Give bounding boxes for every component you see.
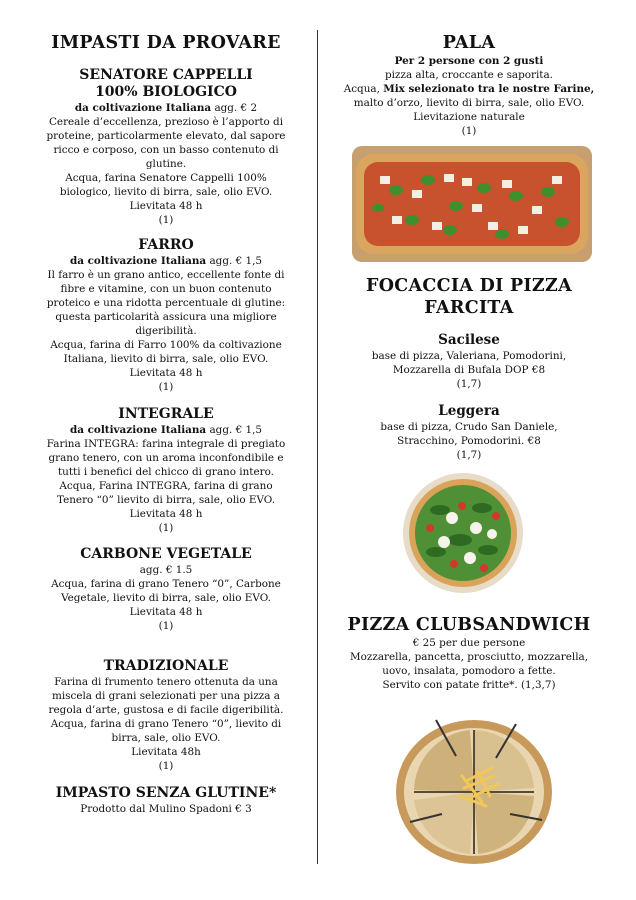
tradizionale-ingredients-2: birra, sale, olio EVO. [111, 732, 221, 744]
pala-pizza-illustration [352, 146, 592, 262]
farro-ingredients-1: Acqua, farina di Farro 100% da coltivazione [50, 339, 282, 351]
tradizionale-allergens: (1) [158, 760, 174, 772]
tradizionale-desc-2: miscela di grani selezionati per una pizza a [52, 690, 280, 702]
pala-ing-rest: malto d’orzo, lievito di birra, sale, olio EVO. [353, 97, 585, 109]
tradizionale-title: TRADIZIONALE [103, 658, 229, 674]
senatore-desc-3: ricco e corposo, con un basso contenuto di [53, 144, 279, 156]
leggera-desc-2: Stracchino, Pomodorini. €8 [397, 435, 541, 447]
sacilese-section [330, 332, 608, 391]
integrale-origin: da coltivazione Italiana [69, 424, 207, 436]
sacilese-title: Sacilese [438, 332, 500, 348]
integrale-allergens: (1) [158, 522, 174, 534]
leggera-title: Leggera [438, 403, 500, 419]
sacilese-allergens: (1,7) [456, 378, 482, 390]
pala-section [330, 32, 608, 138]
integrale-desc-2: grano tenero, con un aroma inconfondibile e [48, 452, 284, 464]
integrale-desc-1: Farina INTEGRA: farina integrale di pregiato [46, 438, 286, 450]
integrale-desc-3: tutti i benefici del chicco di grano intero. [58, 466, 274, 478]
pala-title: PALA [442, 33, 496, 53]
carbone-section [28, 546, 304, 633]
farro-desc-5: digeribilità. [135, 325, 197, 337]
senatore-leavening: Lievitata 48 h [129, 200, 203, 212]
integrale-price: agg. € 1,5 [209, 424, 263, 436]
farro-allergens: (1) [158, 381, 174, 393]
clubsandwich-price: € 25 per due persone [412, 637, 526, 649]
sacilese-desc-1: base di pizza, Valeriana, Pomodorini, [371, 350, 567, 362]
farro-desc-2: fibre e vitamine, con un buon contenuto [60, 283, 272, 295]
senatore-allergens: (1) [158, 214, 174, 226]
clubsandwich-photo [394, 710, 554, 866]
leggera-desc-1: base di pizza, Crudo San Daniele, [380, 421, 558, 433]
farro-origin: da coltivazione Italiana [69, 255, 207, 267]
carbone-ingredients-2: Vegetale, lievito di birra, sale, olio EVO. [61, 592, 271, 604]
pala-desc: pizza alta, croccante e saporita. [385, 69, 553, 81]
farro-leavening: Lievitata 48 h [129, 367, 203, 379]
farro-ingredients-2: Italiana, lievito di birra, sale, olio EVO. [63, 353, 269, 365]
column-divider [317, 30, 318, 864]
impasti-title: IMPASTI DA PROVARE [51, 33, 281, 53]
focaccia-illustration [400, 470, 526, 596]
integrale-section [28, 406, 304, 535]
clubsandwich-section [330, 614, 608, 692]
tradizionale-leavening: Lievitata 48h [131, 746, 201, 758]
integrale-leavening: Lievitata 48 h [129, 508, 203, 520]
farro-desc-3: proteico e una ridotta percentuale di glutine: [46, 297, 286, 309]
clubsandwich-desc-2: uovo, insalata, pomodoro a fette. [382, 665, 556, 677]
impasti-heading [28, 32, 304, 54]
tradizionale-desc-3: regola d’arte, gustosa e di facile digeribilità. [48, 704, 284, 716]
senatore-section [28, 67, 304, 227]
focaccia-photo [400, 470, 526, 596]
senza-glutine-section [28, 785, 304, 816]
farro-price: agg. € 1,5 [209, 255, 263, 267]
focaccia-title-2: FARCITA [424, 298, 514, 318]
sacilese-desc-2: Mozzarella di Bufala DOP €8 [392, 364, 546, 376]
carbone-title: CARBONE VEGETALE [80, 546, 252, 562]
integrale-ingredients-1: Acqua, Farina INTEGRA, farina di grano [59, 480, 273, 492]
carbone-allergens: (1) [158, 620, 174, 632]
leggera-allergens: (1,7) [456, 449, 482, 461]
senatore-price: agg. € 2 [214, 102, 258, 114]
farro-title: FARRO [138, 237, 194, 253]
carbone-leavening: Lievitata 48 h [129, 606, 203, 618]
integrale-ingredients-2: Tenero “0” lievito di birra, sale, olio EVO. [56, 494, 276, 506]
senatore-origin-line [28, 101, 304, 115]
farro-section [28, 237, 304, 394]
senatore-origin: da coltivazione Italiana [74, 102, 212, 114]
clubsandwich-desc-3: Servito con patate fritte*. (1,3,7) [382, 679, 556, 691]
focaccia-title-1: FOCACCIA DI PIZZA [366, 276, 572, 296]
tradizionale-section [28, 658, 304, 773]
senatore-desc-1: Cereale d’eccellenza, prezioso è l’apporto di [48, 116, 284, 128]
senatore-desc-4: glutine. [145, 158, 187, 170]
clubsandwich-title: PIZZA CLUBSANDWICH [347, 615, 591, 635]
carbone-price: agg. € 1.5 [139, 564, 193, 576]
integrale-origin-line [28, 423, 304, 437]
tradizionale-desc-1: Farina di frumento tenero ottenuta da una [54, 676, 278, 688]
farro-origin-line [28, 254, 304, 268]
senatore-ingredients-2: biologico, lievito di birra, sale, olio EVO. [59, 186, 273, 198]
pala-ing-bold: Mix selezionato tra le nostre Farine, [383, 83, 595, 95]
tradizionale-ingredients-1: Acqua, farina di grano Tenero “0”, lievito di [50, 718, 282, 730]
farro-desc-4: questa particolarità assicura una migliore [55, 311, 277, 323]
carbone-ingredients-1: Acqua, farina di grano Tenero “0”, Carbone [51, 578, 281, 590]
leggera-section [330, 403, 608, 462]
clubsandwich-illustration [394, 710, 554, 866]
pala-allergens: (1) [461, 125, 477, 137]
pala-ing-prefix: Acqua, [343, 83, 384, 95]
pala-ingredients-line [330, 82, 608, 96]
clubsandwich-desc-1: Mozzarella, pancetta, prosciutto, mozzarella, [349, 651, 589, 663]
focaccia-heading [330, 275, 608, 319]
senza-glutine-desc: Prodotto dal Mulino Spadoni € 3 [80, 803, 252, 815]
pala-pizza-photo [352, 146, 592, 262]
integrale-title: INTEGRALE [118, 406, 214, 422]
senatore-title-2: 100% BIOLOGICO [95, 84, 237, 100]
farro-desc-1: Il farro è un grano antico, eccellente fonte di [47, 269, 285, 281]
senza-glutine-title: IMPASTO SENZA GLUTINE* [55, 785, 277, 801]
pala-leavening: Lievitazione naturale [413, 111, 525, 123]
senatore-ingredients-1: Acqua, farina Senatore Cappelli 100% [65, 172, 267, 184]
pala-subtitle: Per 2 persone con 2 gusti [394, 55, 544, 67]
senatore-title-1: SENATORE CAPPELLI [79, 67, 253, 83]
senatore-desc-2: proteine, particolarmente elevato, dal sapore [46, 130, 286, 142]
